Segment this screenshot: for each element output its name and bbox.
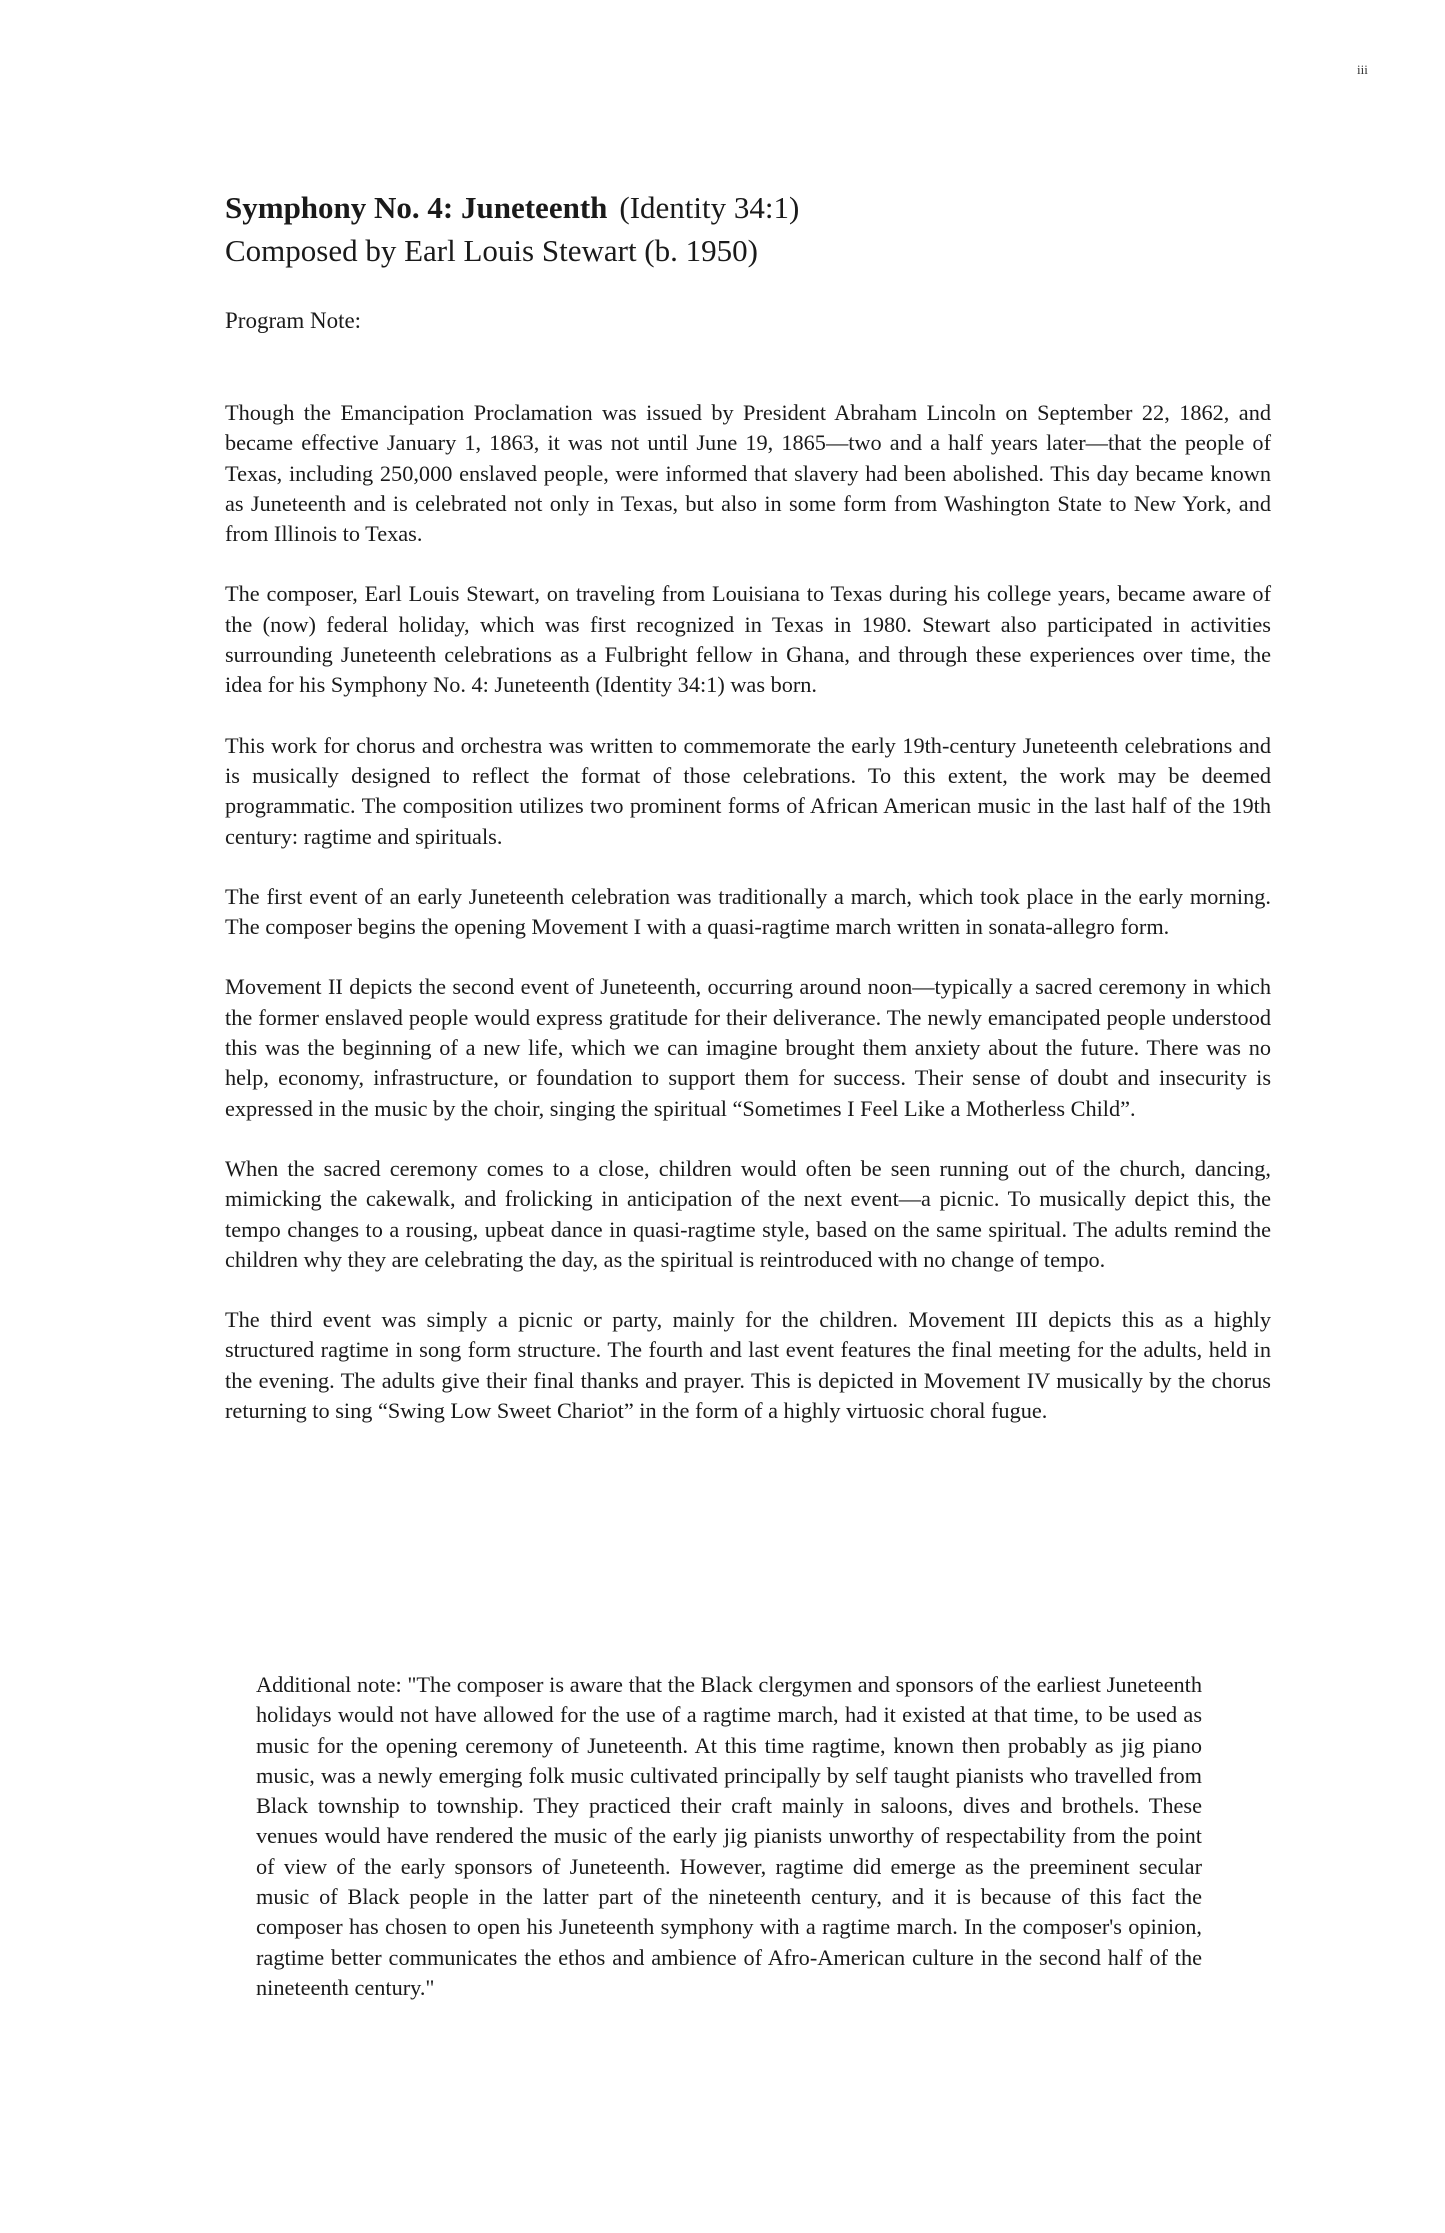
program-note-label: Program Note: [225, 308, 362, 333]
symphony-identity: (Identity 34:1) [619, 190, 800, 225]
additional-note: Additional note: "The composer is aware that the Black clergymen and sponsors of the earliest Juneteenth holidays would not have allowed for the use of a ragtime march, had it existed at that time, to be used as music for the opening ceremony of Juneteenth. At this time ragtime, known then probably as jig piano music, was a newly emerging folk music cultivated principally by self taught pianists who travelled from Black township to township. They practiced their craft mainly in saloons, dives and brothels. These venues would have rendered the music of the early jig pianists unworthy of respectability from the point of view of the early sponsors of Juneteenth. However, ragtime did emerge as the preeminent secular music of Black people in the latter part of the nineteenth century, and it is because of this fact the composer has chosen to open his Juneteenth symphony with a ragtime march. In the composer's opinion, ragtime better communicates the ethos and ambience of Afro-American culture in the second half of the nineteenth century." [256, 1672, 1202, 2000]
composer-credit: Composed by Earl Louis Stewart (b. 1950) [225, 233, 758, 268]
page-number: iii [1357, 62, 1368, 77]
document-title [225, 186, 1275, 229]
paragraph-dance-section: When the sacred ceremony comes to a close, children would often be seen running out of the church, dancing, mimicking the cakewalk, and frolicking in anticipation of the next event—a picnic. To musically depict this, the tempo changes to a rousing, upbeat dance in quasi-ragtime style, based on the same spiritual. The adults remind the children why they are celebrating the day, as the spiritual is reintroduced with no change of tempo. [225, 1155, 1271, 1272]
paragraph-emancipation: Though the Emancipation Proclamation was issued by President Abraham Lincoln on September 22, 1862, and became effective January 1, 1863, it was not until June 19, 1865—two and a half years later—that the people of Texas, including 250,000 enslaved people, were informed that slavery had been abolished. This day became known as Juneteenth and is celebrated not only in Texas, but also in some form from Washington State to New York, and from Illinois to Texas. [225, 400, 1271, 547]
symphony-title: Symphony No. 4: Juneteenth [225, 190, 608, 225]
paragraph-movement-two: Movement II depicts the second event of Juneteenth, occurring around noon—typically a sacred ceremony in which the former enslaved people would express gratitude for their deliverance. The newly emancipated people understood this was the beginning of a new life, which we can imagine brought them anxiety about the future. There was no help, economy, infrastructure, or foundation to support them for success. Their sense of doubt and insecurity is expressed in the music by the choir, singing the spiritual “Sometimes I Feel Like a Motherless Child”. [225, 974, 1271, 1121]
paragraph-movement-one: The first event of an early Juneteenth celebration was traditionally a march, which took place in the early morning. The composer begins the opening Movement I with a quasi-ragtime march written in sonata-allegro form. [225, 883, 1271, 940]
document-header [225, 186, 1275, 272]
additional-note-block [256, 1670, 1202, 2003]
paragraph-composer-background: The composer, Earl Louis Stewart, on traveling from Louisiana to Texas during his college years, became aware of the (now) federal holiday, which was first recognized in Texas in 1980. Stewart also participated in activities surrounding Juneteenth celebrations as a Fulbright fellow in Ghana, and through these experiences over time, the idea for his Symphony No. 4: Juneteenth (Identity 34:1) was born. [225, 581, 1271, 698]
paragraph-work-description: This work for chorus and orchestra was written to commemorate the early 19th-century Juneteenth celebrations and is musically designed to reflect the format of those celebrations. To this extent, the work may be deemed programmatic. The composition utilizes two prominent forms of African American music in the last half of the 19th century: ragtime and spirituals. [225, 732, 1271, 849]
program-note-body [225, 398, 1271, 1456]
paragraph-movements-three-four: The third event was simply a picnic or party, mainly for the children. Movement III depicts this as a highly structured ragtime in song form structure. The fourth and last event features the final meeting for the adults, held in the evening. The adults give their final thanks and prayer. This is depicted in Movement IV musically by the chorus returning to sing “Swing Low Sweet Chariot” in the form of a highly virtuosic choral fugue. [225, 1307, 1271, 1424]
